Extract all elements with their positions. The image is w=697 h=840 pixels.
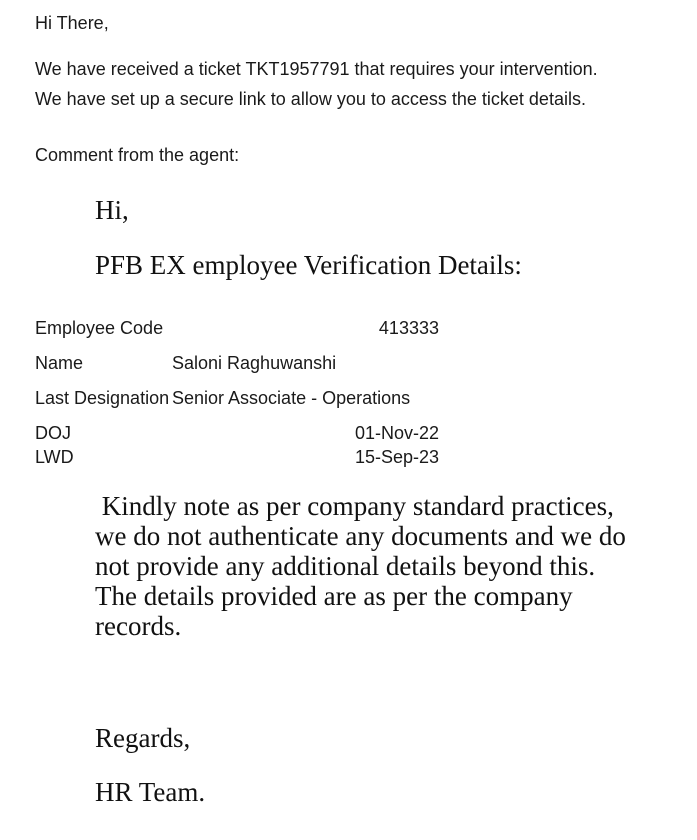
closing-regards: Regards, (95, 723, 191, 753)
verification-heading: PFB EX employee Verification Details: (95, 250, 522, 280)
employee-code-value: 413333 (378, 318, 439, 338)
agent-salutation: Hi, (95, 195, 129, 225)
designation-value: Senior Associate - Operations (172, 388, 411, 408)
doj-value: 01-Nov-22 (354, 423, 439, 443)
intro-line-ticket: We have received a ticket TKT1957791 that requires your intervention. (35, 59, 598, 79)
table-row (35, 305, 439, 351)
disclaimer-paragraph: Kindly note as per company standard practices, we do not authenticate any documents and we do not provide any additional details beyond this. The details provided are as per the company records. (95, 491, 633, 641)
signature-hr-team: HR Team. (95, 777, 206, 807)
table-row (35, 375, 439, 421)
designation-label: Last Designation (35, 388, 170, 408)
email-greeting: Hi There, (35, 13, 109, 33)
intro-line-secure-link: We have set up a secure link to allow you to access the ticket details. (35, 89, 586, 109)
table-row (35, 421, 439, 445)
table-row (35, 445, 439, 469)
name-value: Saloni Raghuwanshi (172, 353, 337, 373)
lwd-value: 15-Sep-23 (354, 447, 439, 467)
agent-comment-label: Comment from the agent: (35, 145, 240, 165)
verification-details-table (35, 305, 439, 469)
table-row (35, 351, 439, 375)
doj-label: DOJ (35, 423, 71, 443)
email-intro (35, 54, 685, 114)
employee-code-label: Employee Code (35, 318, 164, 338)
name-label: Name (35, 353, 84, 373)
lwd-label: LWD (35, 447, 74, 467)
